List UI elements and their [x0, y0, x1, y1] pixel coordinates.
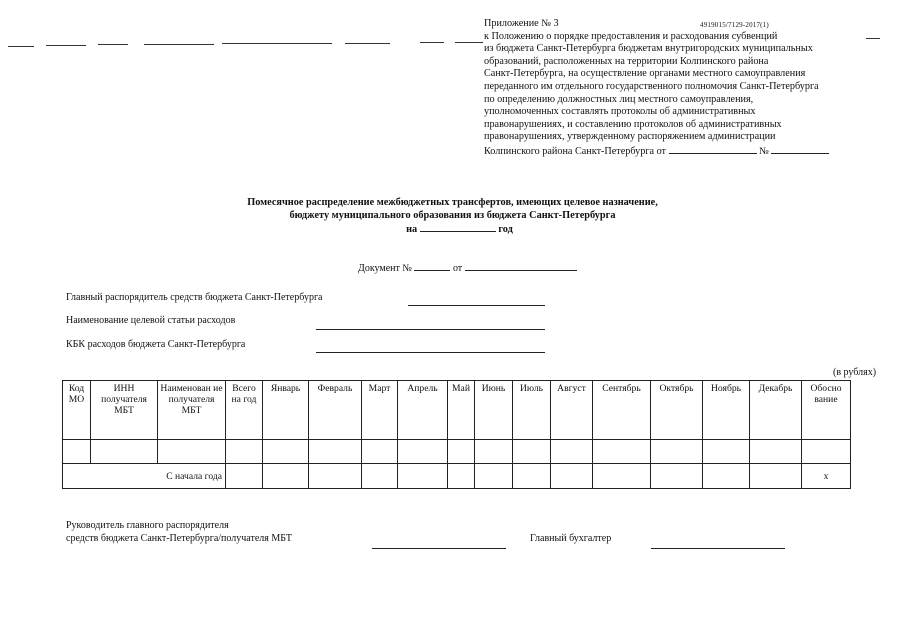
appendix-last-text: Колпинского района Санкт-Петербурга от [484, 145, 666, 157]
table-cell[interactable] [475, 464, 513, 489]
header-cell: Август [551, 381, 593, 440]
table-cell[interactable] [750, 440, 802, 464]
main-manager-label: Главный распорядитель средств бюджета Санкт-Петербурга [66, 292, 323, 303]
table-cell[interactable] [448, 440, 475, 464]
scan-artifact-dashes [46, 45, 86, 46]
appendix-last-line [484, 144, 884, 159]
number-blank[interactable] [771, 144, 829, 154]
scan-artifact-dashes [98, 44, 128, 45]
appendix-line: Санкт-Петербурга, на осуществление органами местного самоуправления [484, 68, 806, 80]
document-number-blank[interactable] [414, 262, 450, 271]
table-cell[interactable] [309, 440, 362, 464]
date-blank[interactable] [669, 144, 757, 154]
scan-artifact-dashes [420, 42, 444, 43]
header-cell: Июль [513, 381, 551, 440]
table-cell[interactable] [551, 464, 593, 489]
table-header-row [63, 381, 851, 440]
table-cell[interactable] [802, 440, 851, 464]
table-cell[interactable] [513, 464, 551, 489]
document-code: 4919015/7129-2017(1) [700, 21, 769, 29]
table-cell[interactable] [448, 464, 475, 489]
header-cell: Всего на год [226, 381, 263, 440]
header-cell: Январь [263, 381, 309, 440]
number-sign: № [759, 145, 769, 157]
appendix-line: из бюджета Санкт-Петербурга бюджетам внутригородских муниципальных [484, 43, 813, 55]
kbk-blank[interactable] [316, 352, 545, 353]
table-total-row [63, 464, 851, 489]
main-manager-blank[interactable] [408, 305, 545, 306]
scan-artifact-dashes [8, 46, 34, 47]
head-signature-label-2: средств бюджета Санкт-Петербурга/получателя МБТ [66, 533, 292, 544]
appendix-line: уполномоченных составлять протоколы об административных [484, 106, 756, 118]
table-cell[interactable] [398, 464, 448, 489]
header-cell: Октябрь [651, 381, 703, 440]
header-cell: Наименован ие получателя МБТ [158, 381, 226, 440]
accountant-signature-blank[interactable] [651, 548, 785, 549]
head-signature-blank[interactable] [372, 548, 506, 549]
total-label: С начала года [63, 464, 226, 489]
header-cell: Апрель [398, 381, 448, 440]
table-row [63, 440, 851, 464]
kbk-label: КБК расходов бюджета Санкт-Петербурга [66, 339, 246, 350]
table-cell[interactable] [226, 464, 263, 489]
scan-artifact-dashes [345, 43, 390, 44]
appendix-line: переданного им отдельного государственного полномочия Санкт-Петербурга [484, 80, 819, 92]
header-cell: Февраль [309, 381, 362, 440]
table-cell[interactable] [158, 440, 226, 464]
table-cell[interactable] [551, 440, 593, 464]
document-number-label: Документ № [358, 263, 412, 274]
header-cell: Декабрь [750, 381, 802, 440]
document-date-blank[interactable] [465, 262, 577, 271]
appendix-line: образований, расположенных на территории Колпинского района [484, 55, 769, 67]
appendix-line: к Положению о порядке предоставления и расходования субвенций [484, 30, 778, 42]
units-label: (в рублях) [833, 367, 877, 378]
title-line-1: Помесячное распределение межбюджетных трансфертов, имеющих целевое назначение, [247, 197, 658, 208]
scan-artifact-dashes [222, 43, 332, 44]
table-cell[interactable] [63, 440, 91, 464]
header-cell: Сентябрь [593, 381, 651, 440]
table-cell[interactable] [362, 440, 398, 464]
appendix-heading: Приложение № 3 [484, 18, 559, 29]
scan-artifact-dashes [455, 42, 483, 43]
title-line-2: бюджету муниципального образования из бюджета Санкт-Петербурга [289, 210, 616, 221]
document-title [0, 196, 905, 236]
table-cell[interactable] [593, 440, 651, 464]
title-god: год [498, 224, 513, 235]
document-number-row [358, 262, 577, 275]
table-cell[interactable] [263, 440, 309, 464]
table-cell[interactable] [362, 464, 398, 489]
appendix-line: правонарушениях, утвержденному распоряжением администрации [484, 131, 776, 143]
table-cell[interactable] [226, 440, 263, 464]
appendix-block [484, 18, 884, 159]
table-cell[interactable] [703, 440, 750, 464]
table-cell[interactable] [309, 464, 362, 489]
table-cell[interactable] [703, 464, 750, 489]
header-cell: ИНН получателя МБТ [91, 381, 158, 440]
scan-artifact-dashes [144, 44, 214, 45]
table-cell[interactable] [91, 440, 158, 464]
accountant-label: Главный бухгалтер [530, 533, 612, 544]
header-cell: Май [448, 381, 475, 440]
table-cell[interactable] [651, 440, 703, 464]
year-blank[interactable] [420, 222, 496, 232]
table-cell[interactable] [475, 440, 513, 464]
table-cell[interactable] [593, 464, 651, 489]
header-cell: Код МО [63, 381, 91, 440]
table-cell[interactable] [750, 464, 802, 489]
total-mark: х [802, 464, 851, 489]
target-article-blank[interactable] [316, 329, 545, 330]
table-cell[interactable] [513, 440, 551, 464]
appendix-line: правонарушениях, и составлению протоколов об административных [484, 118, 782, 130]
distribution-table [62, 380, 851, 489]
table-cell[interactable] [263, 464, 309, 489]
table-cell[interactable] [398, 440, 448, 464]
header-cell: Март [362, 381, 398, 440]
table-cell[interactable] [651, 464, 703, 489]
header-cell: Обосно вание [802, 381, 851, 440]
target-article-label: Наименование целевой статьи расходов [66, 315, 236, 326]
header-cell: Июнь [475, 381, 513, 440]
title-na: на [406, 224, 418, 235]
appendix-line: по определению должностных лиц местного самоуправления, [484, 93, 754, 105]
header-cell: Ноябрь [703, 381, 750, 440]
title-line-3 [0, 222, 905, 236]
head-signature-label-1: Руководитель главного распорядителя [66, 520, 229, 531]
document-date-label: от [452, 263, 463, 274]
